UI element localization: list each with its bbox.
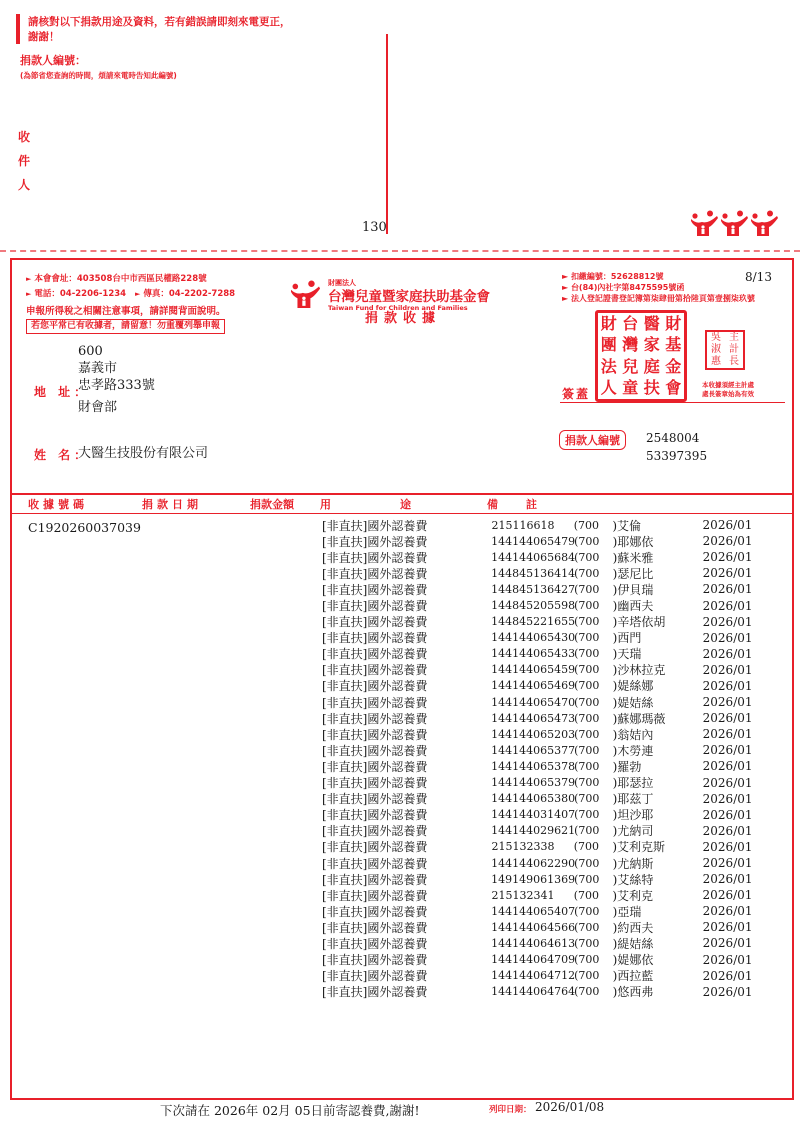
org-name: 台灣兒童暨家庭扶助基金會 — [328, 289, 490, 305]
child-name-cell: )尤納司 — [612, 824, 654, 839]
col-purpose-1: 用 — [320, 498, 331, 511]
amount-cell: (700 — [574, 727, 600, 741]
registration-info — [562, 271, 755, 304]
amount-cell: (700 — [574, 582, 600, 596]
signature-line — [560, 402, 785, 403]
recipient-label — [18, 125, 34, 197]
period-cell: 2026/01 — [702, 984, 753, 999]
table-row — [322, 903, 762, 919]
purpose-cell: [非直扶]國外認養費 — [322, 759, 428, 774]
seal-char: 灣 — [622, 335, 639, 355]
seal-char: 庭 — [643, 356, 660, 376]
purpose-cell: [非直扶]國外認養費 — [322, 840, 428, 855]
period-cell: 2026/01 — [702, 936, 753, 951]
seal-char: 基 — [665, 335, 682, 355]
period-cell: 2026/01 — [702, 695, 753, 710]
seal-char: 惠 — [711, 356, 721, 367]
table-row — [322, 952, 762, 968]
period-cell: 2026/01 — [702, 920, 753, 935]
purpose-cell: [非直扶]國外認養費 — [322, 856, 428, 871]
period-cell: 2026/01 — [702, 807, 753, 822]
recipient-char: 件 — [18, 154, 31, 168]
child-name-cell: )西門 — [612, 631, 642, 646]
org-fax: 傳真：04-2202-7288 — [143, 289, 236, 299]
child-name-cell: )蘇娜瑪薇 — [612, 711, 666, 726]
child-name-cell: )媞娜依 — [612, 953, 654, 968]
amount-cell: (700 — [574, 631, 600, 645]
seal-char: 計 — [729, 344, 739, 355]
child-account-cell: 144845205598 — [491, 599, 576, 613]
amount-cell: (700 — [574, 969, 600, 983]
amount-cell: (700 — [574, 920, 600, 934]
recipient-name: 大醫生技股份有限公司 — [78, 446, 209, 461]
seal-char: 長 — [729, 356, 739, 367]
period-cell: 2026/01 — [702, 759, 753, 774]
table-row — [322, 758, 762, 774]
period-cell: 2026/01 — [702, 952, 753, 967]
print-date-label: 列印日期： — [489, 1105, 532, 1115]
table-header-bottom-rule — [12, 513, 792, 514]
amount-cell: (700 — [574, 615, 600, 629]
amount-cell: (700 — [574, 695, 600, 709]
child-name-cell: )緹姞絲 — [612, 936, 654, 951]
table-row — [322, 742, 762, 758]
child-account-cell: 144144065469 — [491, 679, 576, 693]
amount-cell: (700 — [574, 856, 600, 870]
page-number: 130 — [362, 220, 387, 235]
table-row — [322, 517, 762, 533]
purpose-cell: [非直扶]國外認養費 — [322, 920, 428, 935]
donor-id-badge: 捐款人編號 — [559, 430, 626, 450]
purpose-cell: [非直扶]國外認養費 — [322, 550, 428, 565]
child-account-cell: 144144065378 — [491, 759, 576, 773]
table-row — [322, 871, 762, 887]
child-account-cell: 144144065430 — [491, 631, 576, 645]
child-account-cell: 215132341 — [491, 888, 555, 902]
table-row — [322, 678, 762, 694]
child-name-cell: )天瑞 — [612, 647, 642, 662]
child-name-cell: )艾利克斯 — [612, 840, 666, 855]
table-row — [322, 984, 762, 1000]
name-label: 姓 名： — [34, 448, 91, 462]
purpose-cell: [非直扶]國外認養費 — [322, 808, 428, 823]
child-account-cell: 144144064764 — [491, 985, 576, 999]
address-department: 財會部 — [78, 400, 118, 415]
table-row — [322, 581, 762, 597]
period-cell: 2026/01 — [702, 727, 753, 742]
arrow-right-icon: ► — [26, 275, 32, 283]
seal-note-line: 處長簽章始為有效 — [702, 390, 754, 398]
child-account-cell: 144144031407 — [491, 808, 576, 822]
permit-number: 台(84)內社字第8475595號函 — [570, 283, 685, 292]
purpose-cell: [非直扶]國外認養費 — [322, 969, 428, 984]
child-name-cell: )蘇米雅 — [612, 550, 654, 565]
receipt-number: C1920260037039 — [28, 520, 141, 535]
purpose-cell: [非直扶]國外認養費 — [322, 824, 428, 839]
purpose-cell: [非直扶]國外認養費 — [322, 711, 428, 726]
period-cell: 2026/01 — [702, 872, 753, 887]
purpose-cell: [非直扶]國外認養費 — [322, 953, 428, 968]
seal-char: 團 — [600, 335, 617, 355]
table-row — [322, 919, 762, 935]
next-payment-message: 下次請在 2026年 02月 05日前寄認養費,謝謝! — [160, 1103, 420, 1118]
period-cell: 2026/01 — [702, 791, 753, 806]
tax-note: 申報所得稅之相關注意事項，請詳閱背面說明。 — [26, 306, 226, 317]
period-cell: 2026/01 — [702, 534, 753, 549]
amount-cell: (700 — [574, 534, 600, 548]
signature-label: 簽蓋 — [562, 387, 591, 401]
duplicate-warning: 若您平常已有收據者，請留意！勿重覆列舉申報 — [26, 319, 225, 334]
child-name-cell: )艾利克 — [612, 888, 654, 903]
org-name-en: Taiwan Fund for Children and Families — [328, 304, 468, 312]
amount-cell: (700 — [574, 599, 600, 613]
org-address: 本會會址：403508台中市西區民權路228號 — [34, 274, 207, 284]
child-account-cell: 144144064712 — [491, 969, 576, 983]
child-name-cell: )幽西夫 — [612, 599, 654, 614]
purpose-cell: [非直扶]國外認養費 — [322, 663, 428, 678]
org-contact-info — [26, 272, 235, 302]
purpose-cell: [非直扶]國外認養費 — [322, 936, 428, 951]
seal-char: 醫 — [643, 313, 660, 333]
recipient-char: 人 — [18, 178, 31, 192]
seal-char: 台 — [622, 313, 639, 333]
child-account-cell: 144144065470 — [491, 695, 576, 709]
address-city: 嘉義市 — [78, 361, 118, 376]
child-account-cell: 144144064709 — [491, 953, 576, 967]
purpose-cell: [非直扶]國外認養費 — [322, 776, 428, 791]
seal-char: 扶 — [643, 378, 660, 398]
period-cell: 2026/01 — [702, 566, 753, 581]
table-row — [322, 533, 762, 549]
donor-number-label: 捐款人編號： — [20, 54, 86, 67]
child-name-cell: )瑟尼比 — [612, 566, 654, 581]
amount-cell: (700 — [574, 808, 600, 822]
child-account-cell: 144845136414 — [491, 566, 576, 580]
purpose-cell: [非直扶]國外認養費 — [322, 872, 428, 887]
table-row — [322, 694, 762, 710]
officer-seal-stamp — [705, 330, 745, 370]
arrow-right-icon: ► — [562, 283, 571, 292]
amount-cell: (700 — [573, 840, 599, 854]
arrow-right-icon: ► — [26, 290, 32, 298]
org-logo-icon — [286, 280, 324, 312]
child-account-cell: 144845221655 — [491, 615, 576, 629]
col-remarks-1: 備 — [487, 498, 498, 511]
period-cell: 2026/01 — [702, 598, 753, 613]
amount-cell: (700 — [574, 792, 600, 806]
period-cell: 2026/01 — [702, 678, 753, 693]
table-row — [322, 630, 762, 646]
arrow-right-icon: ► — [562, 272, 571, 281]
child-account-cell: 144144065684 — [491, 550, 576, 564]
purpose-cell: [非直扶]國外認養費 — [322, 518, 428, 533]
child-account-cell: 144144065203 — [491, 727, 576, 741]
child-account-cell: 144144065479 — [491, 534, 576, 548]
purpose-cell: [非直扶]國外認養費 — [322, 792, 428, 807]
period-cell: 2026/01 — [702, 582, 753, 597]
donor-ids — [646, 429, 707, 465]
child-account-cell: 144144065473 — [491, 711, 576, 725]
child-account-cell: 144144065407 — [491, 904, 576, 918]
purpose-cell: [非直扶]國外認養費 — [322, 743, 428, 758]
amount-cell: (700 — [573, 518, 599, 532]
child-name-cell: )尤納斯 — [612, 856, 654, 871]
child-account-cell: 144144065377 — [491, 743, 576, 757]
period-cell: 2026/01 — [702, 775, 753, 790]
recipient-address — [78, 343, 155, 416]
notice-bar — [16, 14, 20, 44]
recipient-char: 收 — [18, 130, 31, 144]
period-cell: 2026/01 — [702, 662, 753, 677]
purpose-cell: [非直扶]國外認養費 — [322, 566, 428, 581]
table-row — [322, 839, 762, 855]
child-name-cell: )耶娜依 — [612, 534, 654, 549]
page-ratio: 8/13 — [745, 270, 772, 284]
table-row — [322, 855, 762, 871]
child-account-cell: 144144065459 — [491, 663, 576, 677]
notice-line-1: 請核對以下捐款用途及資料，若有錯誤請即刻來電更正， — [28, 16, 291, 28]
purpose-cell: [非直扶]國外認養費 — [322, 582, 428, 597]
child-name-cell: )約西夫 — [612, 920, 654, 935]
postal-code: 600 — [78, 344, 103, 359]
table-row — [322, 565, 762, 581]
arrow-right-icon: ► — [134, 290, 141, 298]
period-cell: 2026/01 — [702, 614, 753, 629]
amount-cell: (700 — [574, 743, 600, 757]
amount-cell: (700 — [574, 663, 600, 677]
table-row — [322, 968, 762, 984]
seal-char: 財 — [600, 313, 617, 333]
correction-notice — [28, 15, 291, 45]
amount-cell: (700 — [574, 550, 600, 564]
table-row — [322, 726, 762, 742]
child-name-cell: )西拉藍 — [612, 969, 654, 984]
table-row — [322, 823, 762, 839]
period-cell: 2026/01 — [702, 904, 753, 919]
col-receipt-no: 收據號碼 — [28, 498, 88, 511]
child-account-cell: 144144065380 — [491, 792, 576, 806]
child-name-cell: )媞姞絲 — [612, 695, 654, 710]
seal-note-line: 本收據須經主計處 — [702, 381, 754, 389]
amount-cell: (700 — [574, 824, 600, 838]
seal-char: 人 — [600, 378, 617, 398]
purpose-cell: [非直扶]國外認養費 — [322, 904, 428, 919]
period-cell: 2026/01 — [702, 743, 753, 758]
child-name-cell: )耶茲丁 — [612, 792, 654, 807]
period-cell: 2026/01 — [702, 823, 753, 838]
period-cell: 2026/01 — [702, 856, 753, 871]
purpose-cell: [非直扶]國外認養費 — [322, 727, 428, 742]
col-donation-date: 捐款日期 — [142, 498, 202, 511]
seal-char: 主 — [729, 332, 739, 343]
purpose-cell: [非直扶]國外認養費 — [322, 647, 428, 662]
table-row — [322, 791, 762, 807]
purpose-cell: [非直扶]國外認養費 — [322, 631, 428, 646]
tear-line — [0, 250, 800, 252]
amount-cell: (700 — [574, 953, 600, 967]
child-account-cell: 215132338 — [491, 840, 555, 854]
seal-char: 兒 — [622, 356, 639, 376]
table-row — [322, 710, 762, 726]
child-name-cell: )羅勃 — [612, 759, 642, 774]
amount-cell: (700 — [574, 759, 600, 773]
amount-cell: (700 — [574, 711, 600, 725]
child-name-cell: )木勞連 — [612, 743, 654, 758]
amount-cell: (700 — [574, 904, 600, 918]
child-name-cell: )耶瑟拉 — [612, 776, 654, 791]
purpose-cell: [非直扶]國外認養費 — [322, 695, 428, 710]
table-row — [322, 775, 762, 791]
amount-cell: (700 — [574, 647, 600, 661]
print-date: 2026/01/08 — [535, 1100, 605, 1114]
purpose-cell: [非直扶]國外認養費 — [322, 888, 428, 903]
child-account-cell: 149149061369 — [491, 872, 576, 886]
table-header-top-rule — [12, 493, 792, 495]
period-cell: 2026/01 — [702, 839, 753, 854]
table-row — [322, 935, 762, 951]
purpose-cell: [非直扶]國外認養費 — [322, 679, 428, 694]
purpose-cell: [非直扶]國外認養費 — [322, 534, 428, 549]
address-label: 地 址： — [34, 385, 91, 399]
child-name-cell: )悠西弗 — [612, 985, 654, 1000]
period-cell: 2026/01 — [702, 550, 753, 565]
child-name-cell: )沙林拉克 — [612, 663, 666, 678]
amount-cell: (700 — [574, 985, 600, 999]
seal-char: 童 — [622, 378, 639, 398]
child-name-cell: )亞瑞 — [612, 904, 642, 919]
child-name-cell: )坦沙耶 — [612, 808, 654, 823]
amount-cell: (700 — [574, 872, 600, 886]
child-name-cell: )翁姞內 — [612, 727, 654, 742]
table-row — [322, 887, 762, 903]
donor-number-hint: (為節省您查詢的時間，煩請來電時告知此編號) — [20, 71, 177, 80]
child-account-cell: 144144062290 — [491, 856, 576, 870]
child-name-cell: )辛塔依胡 — [612, 615, 666, 630]
seal-char: 家 — [643, 335, 660, 355]
purpose-cell: [非直扶]國外認養費 — [322, 985, 428, 1000]
seal-char: 會 — [665, 378, 682, 398]
period-cell: 2026/01 — [702, 711, 753, 726]
donor-id: 53397395 — [646, 449, 708, 463]
child-account-cell: 144144065433 — [491, 647, 576, 661]
child-name-cell: )艾絲特 — [612, 872, 654, 887]
col-remarks-2: 註 — [526, 498, 537, 511]
arrow-right-icon: ► — [562, 294, 571, 303]
period-cell: 2026/01 — [702, 518, 753, 533]
amount-cell: (700 — [574, 936, 600, 950]
org-seal-stamp — [595, 310, 687, 402]
org-phone: 電話：04-2206-1234 — [34, 289, 127, 299]
amount-cell: (700 — [574, 776, 600, 790]
address-street: 忠孝路333號 — [78, 378, 155, 393]
amount-cell: (700 — [573, 888, 599, 902]
child-account-cell: 144845136427 — [491, 582, 576, 596]
receipt-title: 捐款收據 — [365, 311, 442, 326]
amount-cell: (700 — [574, 566, 600, 580]
deduction-number: 扣繳編號：52628812號 — [570, 272, 664, 281]
seal-validity-note — [702, 381, 754, 399]
period-cell: 2026/01 — [702, 630, 753, 645]
fold-line — [386, 34, 388, 234]
child-account-cell: 144144064613 — [491, 936, 576, 950]
child-account-cell: 215116618 — [491, 518, 555, 532]
child-name-cell: )艾倫 — [612, 518, 642, 533]
seal-char: 金 — [665, 356, 682, 376]
table-row — [322, 614, 762, 630]
table-row — [322, 662, 762, 678]
donation-rows — [322, 517, 762, 1000]
seal-char: 法 — [600, 356, 617, 376]
notice-line-2: 謝謝！ — [28, 31, 60, 43]
col-amount: 捐款金額 — [250, 498, 294, 511]
period-cell: 2026/01 — [702, 888, 753, 903]
purpose-cell: [非直扶]國外認養費 — [322, 615, 428, 630]
child-account-cell: 144144029621 — [491, 824, 576, 838]
table-row — [322, 549, 762, 565]
table-row — [322, 646, 762, 662]
registration-number: 法人登記證書登記簿第柒肆冊第拾陸頁第壹捌柒玖號 — [570, 294, 755, 303]
purpose-cell: [非直扶]國外認養費 — [322, 599, 428, 614]
col-purpose-2: 途 — [400, 498, 411, 511]
table-row — [322, 807, 762, 823]
seal-char: 淑 — [711, 344, 721, 355]
donor-id: 2548004 — [646, 431, 700, 445]
period-cell: 2026/01 — [702, 646, 753, 661]
child-name-cell: )伊貝瑞 — [612, 582, 654, 597]
amount-cell: (700 — [574, 679, 600, 693]
seal-char: 吳 — [711, 332, 721, 343]
org-prefix: 財團法人 — [328, 279, 356, 287]
child-account-cell: 144144064566 — [491, 920, 576, 934]
child-account-cell: 144144065379 — [491, 776, 576, 790]
child-name-cell: )媞絲娜 — [612, 679, 654, 694]
table-row — [322, 597, 762, 613]
family-logo-icon — [690, 210, 780, 240]
seal-char: 財 — [665, 313, 682, 333]
period-cell: 2026/01 — [702, 968, 753, 983]
